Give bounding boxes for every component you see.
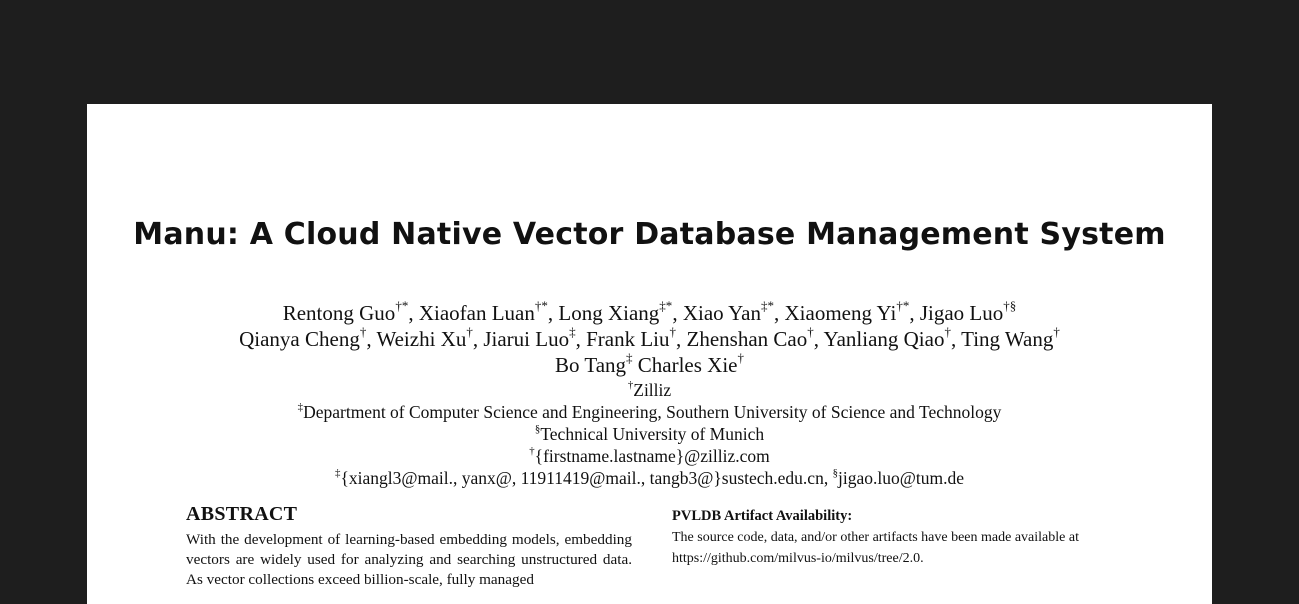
affiliation-marker: § xyxy=(832,466,838,479)
author-name: Yanliang Qiao xyxy=(823,327,945,351)
affiliation-marker: ‡ xyxy=(297,400,304,413)
affiliation-line xyxy=(87,423,1212,445)
affiliation-marker: § xyxy=(534,422,541,435)
author-name: Frank Liu xyxy=(586,327,670,351)
author-marker: ‡* xyxy=(761,298,775,314)
author-name: Ting Wang xyxy=(961,327,1054,351)
author-name: Weizhi Xu xyxy=(376,327,467,351)
author-name: Charles Xie xyxy=(637,353,738,377)
affiliation-line xyxy=(87,401,1212,423)
author-marker: ‡* xyxy=(659,298,673,314)
affiliation-line xyxy=(87,445,1212,467)
author-line-1: Rentong Guo†*, Xiaofan Luan†*, Long Xiang‡*, Xiao Yan‡*, Xiaomeng Yi†*, Jigao Luo†§ xyxy=(282,298,1017,325)
paper-title: Manu: A Cloud Native Vector Database Management System xyxy=(133,217,1166,252)
author-marker: † xyxy=(669,324,677,340)
affiliation-marker: ‡ xyxy=(335,466,341,479)
author-marker: † xyxy=(359,324,367,340)
author-name: Xiao Yan xyxy=(682,301,761,325)
email-text: jigao.luo@tum.de xyxy=(838,468,964,488)
author-marker: †* xyxy=(534,298,548,314)
author-marker: † xyxy=(466,324,473,340)
artifact-body: The source code, data, and/or other artifacts have been made available at https://github.com/milvus-io/milvus/tree/2.0. xyxy=(672,530,1079,566)
affiliation-text: {firstname.lastname}@zilliz.com xyxy=(534,446,770,466)
author-name: Bo Tang xyxy=(554,353,627,377)
author-marker: † xyxy=(944,324,951,340)
artifact-heading: PVLDB Artifact Availability: xyxy=(672,508,853,524)
author-marker: † xyxy=(1053,324,1060,340)
affiliation-marker: † xyxy=(627,378,634,391)
author-name: Jigao Luo xyxy=(919,301,1004,325)
email-line xyxy=(87,467,1212,489)
author-line-2: Qianya Cheng†, Weizhi Xu†, Jiarui Luo‡, Frank Liu†, Zhenshan Cao†, Yanliang Qiao†, Ting Wang† xyxy=(239,324,1060,351)
affiliation-text: Technical University of Munich xyxy=(540,424,765,444)
author-name: Xiaomeng Yi xyxy=(784,301,897,325)
author-marker: † xyxy=(807,324,814,340)
author-marker: ‡ xyxy=(569,324,576,340)
affiliation-text: Department of Computer Science and Engineering, Southern University of Science and Technology xyxy=(303,402,1002,422)
pdf-page xyxy=(87,104,1212,604)
author-line-3 xyxy=(87,352,1212,378)
author-name: Zhenshan Cao xyxy=(686,327,808,351)
author-marker: ‡ xyxy=(626,350,633,366)
author-marker: †* xyxy=(395,298,409,314)
affiliation-block xyxy=(87,379,1212,489)
author-marker: †§ xyxy=(1003,298,1017,314)
author-name: Xiaofan Luan xyxy=(418,301,535,325)
author-block xyxy=(87,300,1212,378)
author-marker: † xyxy=(737,350,745,366)
author-marker: †* xyxy=(896,298,910,314)
affiliation-line xyxy=(87,379,1212,401)
affiliation-text: Zilliz xyxy=(633,380,672,400)
abstract-heading: ABSTRACT xyxy=(186,503,298,525)
email-text: {xiangl3@mail., yanx@, 11911419@mail., tangb3@}sustech.edu.cn, xyxy=(340,468,833,488)
author-name: Qianya Cheng xyxy=(239,327,360,351)
author-name: Jiarui Luo xyxy=(483,327,570,351)
author-name: Rentong Guo xyxy=(282,301,396,325)
author-name: Long Xiang xyxy=(558,301,660,325)
affiliation-marker: † xyxy=(529,444,535,457)
abstract-body: With the development of learning-based embedding models, embedding vectors are widely used for analyzing and searching unstructured data. As vector collections exceed billion-scale, fully managed xyxy=(186,531,632,588)
